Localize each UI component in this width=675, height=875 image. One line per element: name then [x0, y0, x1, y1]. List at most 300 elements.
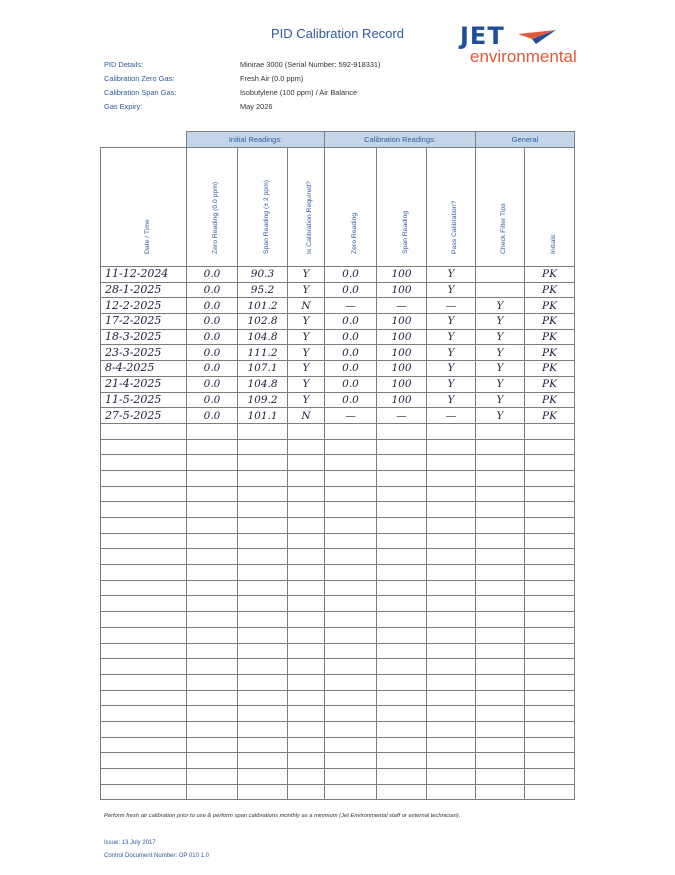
empty-cell — [325, 643, 377, 659]
cell-cal-required: Y — [288, 392, 325, 408]
empty-cell — [288, 455, 325, 471]
table-row — [101, 267, 575, 283]
empty-cell — [427, 659, 476, 675]
empty-cell — [101, 627, 187, 643]
empty-table-row — [101, 737, 575, 753]
issue-date: Issue: 13 July 2017 — [104, 840, 156, 846]
empty-cell — [525, 439, 575, 455]
cell-span-initial: 111.2 — [238, 345, 288, 361]
empty-cell — [476, 674, 525, 690]
empty-cell — [101, 565, 187, 581]
empty-cell — [238, 706, 288, 722]
empty-cell — [325, 549, 377, 565]
empty-cell — [377, 784, 427, 800]
empty-cell — [525, 784, 575, 800]
cell-pass: Y — [427, 392, 476, 408]
col-zero-reading-initial-label: Zero Reading (0.0 ppm) — [212, 181, 219, 254]
empty-cell — [325, 627, 377, 643]
empty-cell — [187, 518, 238, 534]
empty-cell — [238, 612, 288, 628]
empty-table-row — [101, 643, 575, 659]
table-row — [101, 298, 575, 314]
empty-table-row — [101, 612, 575, 628]
detail-label-zero-gas: Calibration Zero Gas: — [104, 74, 175, 83]
empty-cell — [525, 549, 575, 565]
col-span-reading-initial-label: Span Reading (± 2 ppm) — [262, 179, 270, 254]
cell-initials: PK — [525, 314, 575, 330]
cell-date: 18-3-2025 — [101, 329, 187, 345]
empty-cell — [238, 674, 288, 690]
empty-cell — [238, 769, 288, 785]
col-initials-label: Initials — [549, 234, 557, 254]
cell-date: 17-2-2025 — [101, 314, 187, 330]
group-initial-readings: Initial Readings: — [187, 132, 325, 148]
cell-zero-initial: 0.0 — [187, 361, 238, 377]
table-row — [101, 329, 575, 345]
empty-cell — [288, 533, 325, 549]
cell-pass: Y — [427, 329, 476, 345]
empty-cell — [187, 596, 238, 612]
empty-cell — [525, 643, 575, 659]
cell-span-cal: 100 — [377, 345, 427, 361]
empty-cell — [101, 580, 187, 596]
cell-zero-initial: 0.0 — [187, 376, 238, 392]
empty-table-row — [101, 486, 575, 502]
empty-cell — [187, 753, 238, 769]
cell-filter-tips: Y — [476, 329, 525, 345]
empty-table-row — [101, 565, 575, 581]
empty-cell — [427, 627, 476, 643]
empty-cell — [101, 753, 187, 769]
footnote: Perform fresh air calibration prior to use & perform span calibrations monthly as a minimum (Jet Environmental staff or external technician). — [104, 813, 461, 819]
empty-table-row — [101, 674, 575, 690]
cell-zero-cal: 0.0 — [325, 345, 377, 361]
cell-cal-required: N — [288, 408, 325, 424]
empty-table-row — [101, 784, 575, 800]
cell-zero-cal: 0.0 — [325, 267, 377, 283]
empty-table-row — [101, 596, 575, 612]
cell-zero-initial: 0.0 — [187, 345, 238, 361]
empty-cell — [427, 455, 476, 471]
empty-cell — [288, 784, 325, 800]
col-zero-reading-cal — [325, 148, 377, 267]
empty-cell — [427, 533, 476, 549]
empty-cell — [288, 612, 325, 628]
empty-cell — [377, 533, 427, 549]
empty-cell — [101, 690, 187, 706]
logo-brand: JET — [460, 22, 505, 50]
empty-cell — [238, 784, 288, 800]
empty-cell — [101, 659, 187, 675]
empty-cell — [101, 674, 187, 690]
empty-cell — [525, 518, 575, 534]
empty-cell — [101, 784, 187, 800]
cell-cal-required: Y — [288, 376, 325, 392]
empty-cell — [187, 565, 238, 581]
empty-cell — [377, 549, 427, 565]
empty-table-row — [101, 627, 575, 643]
cell-zero-cal: — — [325, 298, 377, 314]
empty-cell — [525, 470, 575, 486]
cell-span-initial: 101.2 — [238, 298, 288, 314]
empty-cell — [325, 596, 377, 612]
empty-table-row — [101, 769, 575, 785]
cell-initials: PK — [525, 392, 575, 408]
empty-cell — [325, 486, 377, 502]
table-row — [101, 361, 575, 377]
col-zero-reading-initial — [187, 148, 238, 267]
cell-span-initial: 95.2 — [238, 282, 288, 298]
empty-cell — [288, 753, 325, 769]
empty-cell — [476, 627, 525, 643]
cell-date: 23-3-2025 — [101, 345, 187, 361]
cell-zero-cal: — — [325, 408, 377, 424]
cell-zero-initial: 0.0 — [187, 329, 238, 345]
empty-cell — [427, 518, 476, 534]
empty-table-row — [101, 706, 575, 722]
cell-zero-cal: 0.0 — [325, 392, 377, 408]
cell-pass: — — [427, 408, 476, 424]
cell-filter-tips: Y — [476, 376, 525, 392]
empty-table-row — [101, 533, 575, 549]
empty-table-row — [101, 580, 575, 596]
empty-cell — [476, 455, 525, 471]
empty-cell — [476, 549, 525, 565]
cell-pass: Y — [427, 282, 476, 298]
group-general: General — [476, 132, 575, 148]
empty-cell — [187, 470, 238, 486]
cell-initials: PK — [525, 408, 575, 424]
cell-cal-required: Y — [288, 282, 325, 298]
cell-cal-required: Y — [288, 345, 325, 361]
empty-cell — [288, 737, 325, 753]
empty-cell — [187, 486, 238, 502]
empty-cell — [377, 706, 427, 722]
table-row — [101, 314, 575, 330]
empty-cell — [427, 706, 476, 722]
detail-value-span-gas: Isobutylene (100 ppm) / Air Balance — [240, 88, 358, 97]
cell-span-cal: 100 — [377, 361, 427, 377]
cell-span-initial: 107.1 — [238, 361, 288, 377]
empty-cell — [238, 470, 288, 486]
empty-cell — [427, 612, 476, 628]
cell-initials: PK — [525, 329, 575, 345]
cell-zero-cal: 0.0 — [325, 314, 377, 330]
empty-cell — [101, 706, 187, 722]
calibration-table — [100, 131, 575, 800]
empty-cell — [476, 423, 525, 439]
empty-cell — [377, 502, 427, 518]
cell-cal-required: Y — [288, 361, 325, 377]
empty-cell — [288, 502, 325, 518]
empty-cell — [476, 737, 525, 753]
empty-cell — [427, 753, 476, 769]
col-check-filter-tips — [476, 148, 525, 267]
cell-filter-tips: Y — [476, 408, 525, 424]
empty-cell — [525, 596, 575, 612]
empty-cell — [238, 643, 288, 659]
empty-cell — [525, 737, 575, 753]
empty-cell — [187, 502, 238, 518]
empty-cell — [476, 769, 525, 785]
cell-zero-cal: 0.0 — [325, 376, 377, 392]
empty-cell — [325, 753, 377, 769]
empty-cell — [187, 549, 238, 565]
empty-table-row — [101, 753, 575, 769]
cell-span-cal: — — [377, 408, 427, 424]
cell-filter-tips: Y — [476, 361, 525, 377]
empty-cell — [325, 533, 377, 549]
empty-cell — [427, 470, 476, 486]
empty-cell — [476, 659, 525, 675]
empty-cell — [525, 753, 575, 769]
cell-initials: PK — [525, 376, 575, 392]
empty-cell — [288, 565, 325, 581]
empty-cell — [238, 737, 288, 753]
empty-table-row — [101, 439, 575, 455]
cell-filter-tips: Y — [476, 298, 525, 314]
empty-cell — [288, 580, 325, 596]
empty-cell — [238, 549, 288, 565]
empty-cell — [187, 643, 238, 659]
empty-cell — [525, 690, 575, 706]
empty-cell — [288, 690, 325, 706]
col-check-filter-tips-label: Check Filter Tips — [500, 203, 507, 254]
empty-cell — [525, 659, 575, 675]
empty-cell — [325, 674, 377, 690]
empty-cell — [187, 706, 238, 722]
empty-cell — [238, 721, 288, 737]
empty-cell — [377, 627, 427, 643]
cell-zero-initial: 0.0 — [187, 392, 238, 408]
empty-cell — [325, 439, 377, 455]
empty-cell — [325, 690, 377, 706]
empty-cell — [288, 439, 325, 455]
empty-cell — [325, 455, 377, 471]
empty-cell — [187, 721, 238, 737]
cell-span-cal: 100 — [377, 282, 427, 298]
cell-span-initial: 90.3 — [238, 267, 288, 283]
cell-cal-required: Y — [288, 329, 325, 345]
cell-span-initial: 109.2 — [238, 392, 288, 408]
empty-cell — [377, 518, 427, 534]
empty-cell — [525, 486, 575, 502]
cell-initials: PK — [525, 345, 575, 361]
empty-cell — [101, 596, 187, 612]
header-blank — [101, 132, 187, 148]
empty-cell — [101, 439, 187, 455]
empty-cell — [476, 753, 525, 769]
detail-value-gas-expiry: May 2026 — [240, 102, 273, 111]
empty-cell — [101, 423, 187, 439]
empty-table-row — [101, 690, 575, 706]
empty-cell — [525, 423, 575, 439]
cell-zero-cal: 0.0 — [325, 361, 377, 377]
empty-cell — [476, 580, 525, 596]
empty-cell — [427, 549, 476, 565]
empty-cell — [427, 439, 476, 455]
cell-span-cal: — — [377, 298, 427, 314]
empty-cell — [238, 439, 288, 455]
empty-cell — [427, 737, 476, 753]
cell-span-cal: 100 — [377, 267, 427, 283]
empty-cell — [101, 486, 187, 502]
cell-span-initial: 104.8 — [238, 329, 288, 345]
empty-cell — [377, 565, 427, 581]
cell-date: 28-1-2025 — [101, 282, 187, 298]
table-row — [101, 408, 575, 424]
col-pass-calibration-label: Pass Calibration? — [451, 200, 458, 254]
detail-label-span-gas: Calibration Span Gas: — [104, 88, 177, 97]
empty-cell — [377, 455, 427, 471]
empty-cell — [238, 596, 288, 612]
cell-zero-cal: 0.0 — [325, 282, 377, 298]
empty-table-row — [101, 470, 575, 486]
empty-cell — [427, 643, 476, 659]
cell-zero-initial: 0.0 — [187, 314, 238, 330]
empty-table-row — [101, 549, 575, 565]
empty-cell — [288, 549, 325, 565]
empty-cell — [377, 439, 427, 455]
col-zero-reading-cal-label: Zero Reading — [350, 212, 358, 254]
empty-cell — [288, 518, 325, 534]
table-row — [101, 392, 575, 408]
empty-cell — [525, 674, 575, 690]
empty-cell — [377, 470, 427, 486]
empty-cell — [325, 737, 377, 753]
cell-date: 21-4-2025 — [101, 376, 187, 392]
empty-cell — [427, 690, 476, 706]
empty-cell — [288, 423, 325, 439]
empty-cell — [238, 455, 288, 471]
cell-cal-required: N — [288, 298, 325, 314]
col-span-reading-cal-label: Span Reading — [401, 210, 409, 254]
cell-span-initial: 102.8 — [238, 314, 288, 330]
jet-environmental-logo — [460, 22, 580, 72]
empty-cell — [238, 753, 288, 769]
empty-cell — [476, 533, 525, 549]
cell-filter-tips — [476, 282, 525, 298]
empty-cell — [101, 502, 187, 518]
empty-cell — [377, 596, 427, 612]
empty-cell — [476, 690, 525, 706]
empty-cell — [377, 674, 427, 690]
cell-date: 27-5-2025 — [101, 408, 187, 424]
empty-cell — [377, 580, 427, 596]
empty-cell — [476, 470, 525, 486]
logo-subtitle: environmental — [470, 47, 577, 66]
empty-cell — [101, 455, 187, 471]
empty-table-row — [101, 518, 575, 534]
empty-cell — [101, 518, 187, 534]
cell-zero-initial: 0.0 — [187, 408, 238, 424]
empty-cell — [238, 423, 288, 439]
group-calibration-readings: Calibration Readings: — [325, 132, 476, 148]
empty-cell — [476, 486, 525, 502]
empty-cell — [238, 565, 288, 581]
empty-cell — [238, 659, 288, 675]
empty-cell — [525, 769, 575, 785]
cell-date: 8-4-2025 — [101, 361, 187, 377]
empty-cell — [288, 596, 325, 612]
empty-cell — [377, 423, 427, 439]
empty-cell — [187, 674, 238, 690]
empty-cell — [187, 580, 238, 596]
empty-cell — [525, 533, 575, 549]
empty-cell — [325, 470, 377, 486]
cell-cal-required: Y — [288, 314, 325, 330]
cell-pass: Y — [427, 267, 476, 283]
empty-cell — [476, 502, 525, 518]
empty-cell — [288, 643, 325, 659]
empty-cell — [476, 612, 525, 628]
empty-cell — [427, 784, 476, 800]
cell-pass: Y — [427, 376, 476, 392]
empty-cell — [525, 455, 575, 471]
empty-table-row — [101, 659, 575, 675]
empty-cell — [187, 690, 238, 706]
empty-cell — [187, 455, 238, 471]
empty-cell — [288, 769, 325, 785]
col-span-reading-initial — [238, 148, 288, 267]
cell-span-initial: 101.1 — [238, 408, 288, 424]
empty-cell — [525, 502, 575, 518]
empty-cell — [325, 580, 377, 596]
empty-cell — [238, 533, 288, 549]
empty-cell — [525, 580, 575, 596]
cell-pass: — — [427, 298, 476, 314]
empty-cell — [238, 690, 288, 706]
empty-cell — [288, 627, 325, 643]
empty-table-row — [101, 423, 575, 439]
cell-span-cal: 100 — [377, 376, 427, 392]
empty-cell — [187, 533, 238, 549]
empty-cell — [427, 674, 476, 690]
cell-filter-tips — [476, 267, 525, 283]
empty-cell — [288, 674, 325, 690]
table-row — [101, 376, 575, 392]
cell-date: 12-2-2025 — [101, 298, 187, 314]
empty-cell — [187, 612, 238, 628]
empty-cell — [101, 769, 187, 785]
empty-cell — [325, 612, 377, 628]
cell-span-initial: 104.8 — [238, 376, 288, 392]
empty-cell — [101, 470, 187, 486]
cell-cal-required: Y — [288, 267, 325, 283]
col-span-reading-cal — [377, 148, 427, 267]
empty-cell — [325, 423, 377, 439]
cell-span-cal: 100 — [377, 314, 427, 330]
empty-cell — [187, 423, 238, 439]
control-document-number: Control Document Number: OP 010 1.0 — [104, 853, 209, 859]
empty-cell — [325, 518, 377, 534]
empty-cell — [377, 486, 427, 502]
empty-cell — [377, 737, 427, 753]
empty-cell — [427, 769, 476, 785]
empty-cell — [238, 502, 288, 518]
col-calibration-required-label: Is Calibration Required? — [306, 181, 313, 254]
col-date-time-label: Date / Time — [143, 219, 151, 254]
empty-cell — [377, 721, 427, 737]
cell-initials: PK — [525, 298, 575, 314]
cell-date: 11-12-2024 — [101, 267, 187, 283]
col-calibration-required — [288, 148, 325, 267]
empty-cell — [101, 643, 187, 659]
empty-cell — [288, 706, 325, 722]
empty-cell — [525, 721, 575, 737]
empty-cell — [187, 659, 238, 675]
detail-value-zero-gas: Fresh Air (0.0 ppm) — [240, 74, 304, 83]
